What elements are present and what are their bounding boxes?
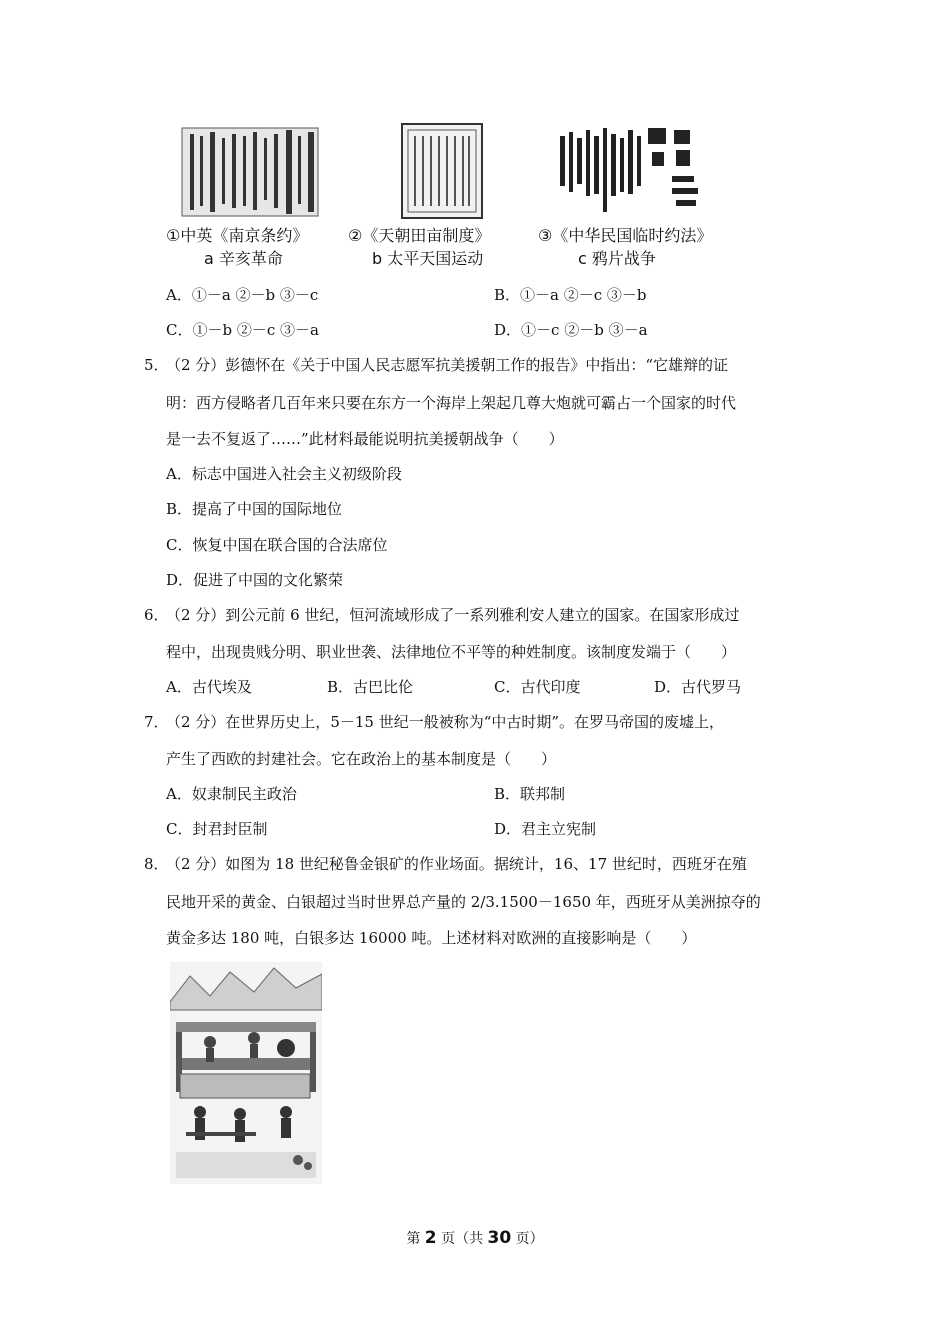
q6-option-d: D．古代罗马 <box>654 678 742 696</box>
q8-stem-line-3: 黄金多达 180 吨，白银多达 16000 吨。上述材料对欧洲的直接影响是（ ） <box>166 929 697 947</box>
q5-option-b: B．提高了中国的国际地位 <box>166 500 343 518</box>
caption-nanjing-treaty: ①中英《南京条约》 <box>166 226 309 245</box>
q5-number: 5． <box>144 356 169 374</box>
q5-option-d: D．促进了中国的文化繁荣 <box>166 571 344 589</box>
footer-total-pages: 30 <box>487 1228 512 1248</box>
q6-number: 6． <box>144 606 169 624</box>
q6-option-b: B．古巴比伦 <box>327 678 414 696</box>
nanjing-treaty-image <box>180 124 320 220</box>
caption-provisional-constitution: ③《中华民国临时约法》 <box>538 226 713 245</box>
q7-option-a: A．奴隶制民主政治 <box>166 785 297 803</box>
peru-mine-illustration <box>170 962 322 1184</box>
q7-stem-line-2: 产生了西欧的封建社会。它在政治上的基本制度是（ ） <box>166 750 557 768</box>
q4-option-c: C．①－b ②－c ③－a <box>166 321 319 339</box>
caption-event-c: c 鸦片战争 <box>578 249 656 268</box>
q6-stem-line-1: （2 分）到公元前 6 世纪，恒河流域形成了一系列雅利安人建立的国家。在国家形成过 <box>166 606 740 624</box>
q7-option-b: B．联邦制 <box>494 785 566 803</box>
q4-option-b: B．①－a ②－c ③－b <box>494 286 647 304</box>
heavenly-land-system-image <box>398 122 486 220</box>
q5-option-c: C．恢复中国在联合国的合法席位 <box>166 536 388 554</box>
footer-middle: 页（共 <box>436 1231 488 1247</box>
caption-heavenly-land-system: ②《天朝田亩制度》 <box>348 226 491 245</box>
page-footer <box>0 1228 950 1248</box>
q5-option-a: A．标志中国进入社会主义初级阶段 <box>166 465 402 483</box>
q6-stem-line-2: 程中，出现贵贱分明、职业世袭、法律地位不平等的种姓制度。该制度发端于（ ） <box>166 643 737 661</box>
q7-stem-line-1: （2 分）在世界历史上，5－15 世纪一般被称为“中古时期”。在罗马帝国的废墟上， <box>166 713 725 731</box>
footer-suffix: 页） <box>511 1231 544 1247</box>
q4-option-a: A．①－a ②－b ③－c <box>166 286 319 304</box>
footer-page-number: 2 <box>424 1228 437 1248</box>
q6-option-a: A．古代埃及 <box>166 678 252 696</box>
caption-event-b: b 太平天国运动 <box>372 249 484 268</box>
q8-stem-line-1: （2 分）如图为 18 世纪秘鲁金银矿的作业场面。据统计，16、17 世纪时，西班牙在殖 <box>166 855 747 873</box>
q5-stem-line-2: 明：西方侵略者几百年来只要在东方一个海岸上架起几尊大炮就可霸占一个国家的时代 <box>166 394 737 412</box>
q5-stem-line-3: 是一去不复返了……”此材料最能说明抗美援朝战争（ ） <box>166 430 564 448</box>
q4-option-d: D．①－c ②－b ③－a <box>494 321 648 339</box>
q7-option-d: D．君主立宪制 <box>494 820 597 838</box>
q7-option-c: C．封君封臣制 <box>166 820 268 838</box>
q8-stem-line-2: 民地开采的黄金、白银超过当时世界总产量的 2/3.1500－1650 年，西班牙从美洲掠夺的 <box>166 893 761 911</box>
q7-number: 7． <box>144 713 169 731</box>
q6-option-c: C．古代印度 <box>494 678 581 696</box>
q5-stem-line-1: （2 分）彭德怀在《关于中国人民志愿军抗美援朝工作的报告》中指出：“它雄辩的证 <box>166 356 728 374</box>
provisional-constitution-image <box>556 124 708 220</box>
caption-event-a: a 辛亥革命 <box>204 249 283 268</box>
q8-number: 8． <box>144 855 169 873</box>
footer-prefix: 第 <box>406 1231 425 1247</box>
